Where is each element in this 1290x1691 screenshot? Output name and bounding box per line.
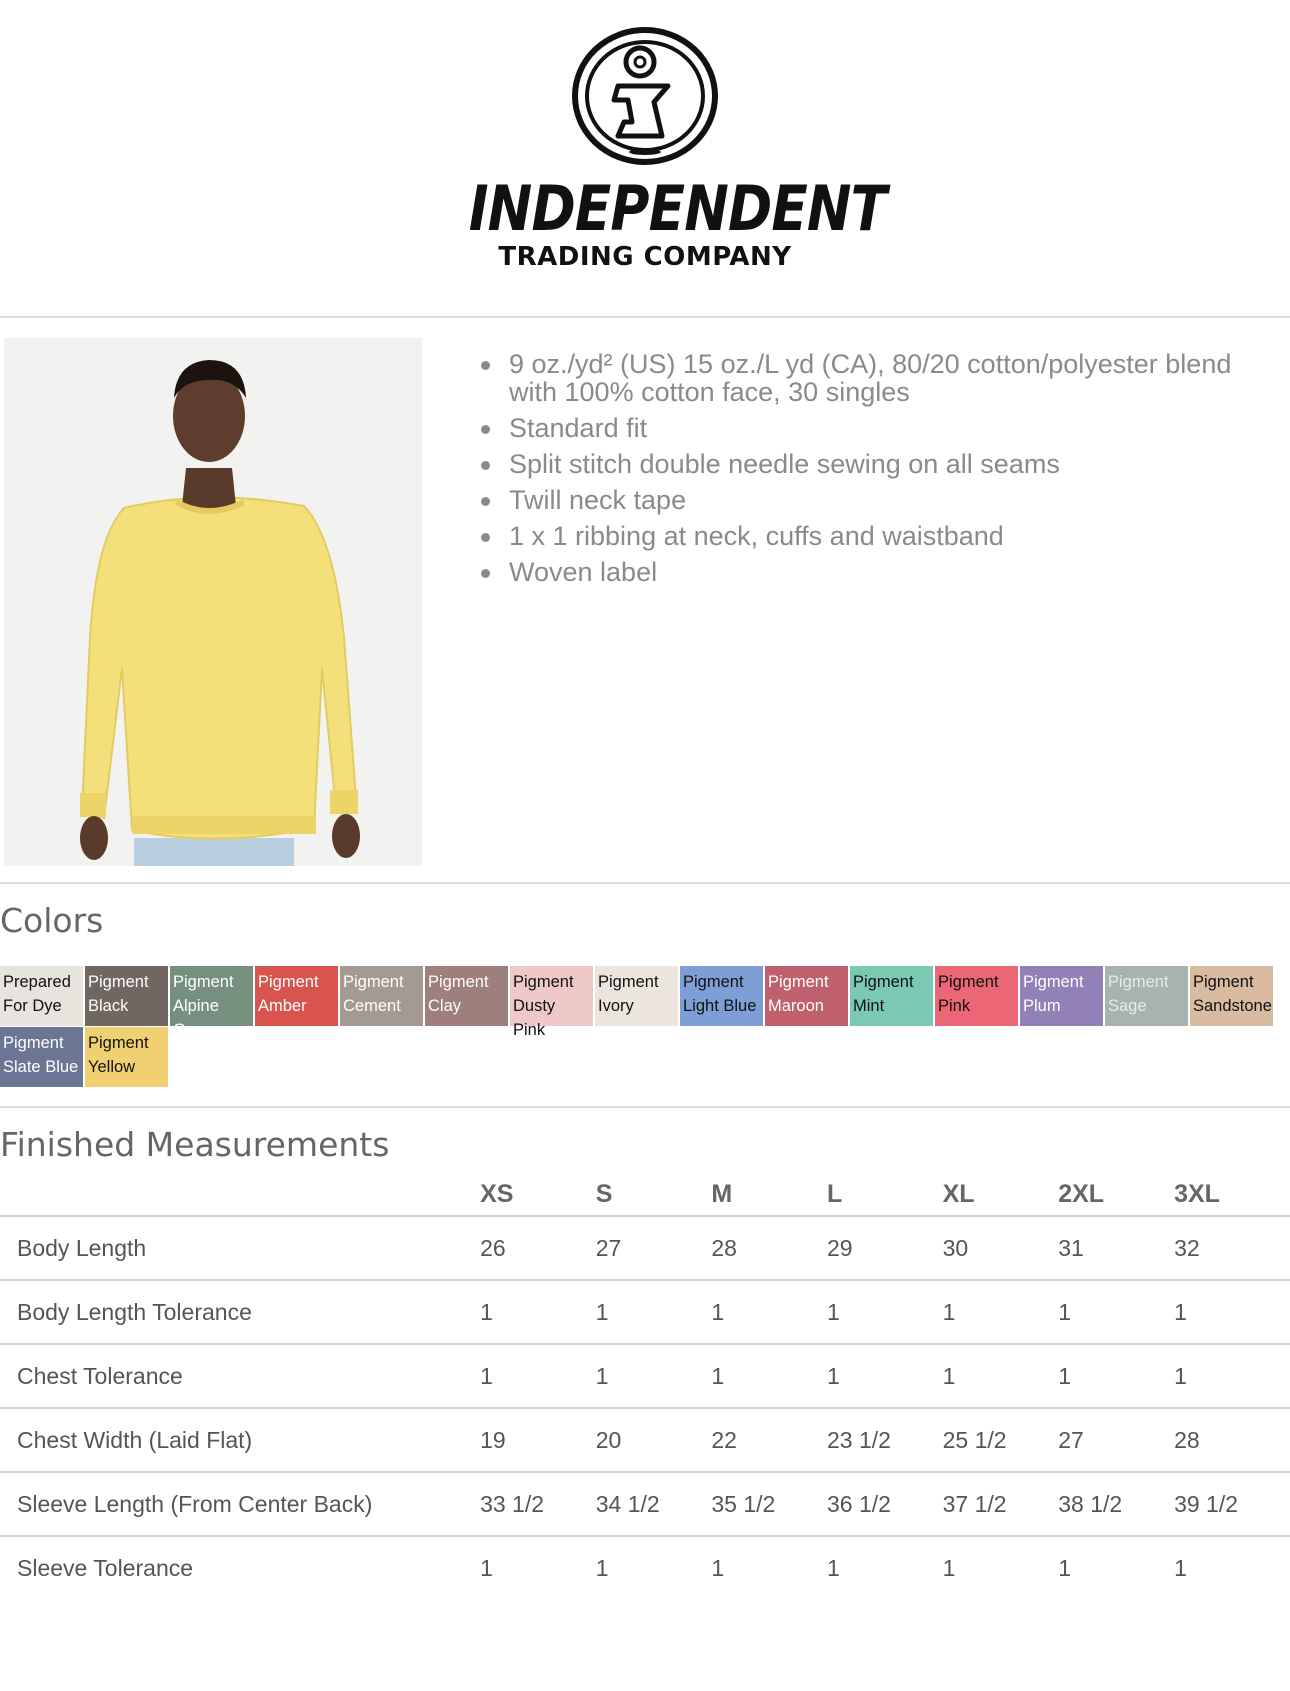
color-swatch[interactable]: Pigment Ivory <box>595 966 678 1026</box>
color-swatch[interactable]: Pigment Plum <box>1020 966 1103 1026</box>
measurement-value: 1 <box>827 1280 943 1344</box>
measurement-value: 27 <box>596 1216 712 1280</box>
size-header: M <box>711 1168 827 1216</box>
measurement-value: 1 <box>480 1344 596 1408</box>
measurement-value: 29 <box>827 1216 943 1280</box>
product-image <box>4 338 422 866</box>
measurement-value: 35 1/2 <box>711 1472 827 1536</box>
measurement-label: Sleeve Tolerance <box>17 1555 194 1581</box>
color-swatch[interactable]: Pigment Pink <box>935 966 1018 1026</box>
measurement-value: 25 1/2 <box>943 1408 1059 1472</box>
measurement-value: 1 <box>1174 1555 1187 1581</box>
measurement-value: 1 <box>596 1280 712 1344</box>
feature-item: Twill neck tape <box>470 486 1270 514</box>
measurement-label: Chest Width (Laid Flat) <box>0 1408 480 1472</box>
table-row <box>0 1536 1290 1600</box>
measurement-value: 20 <box>596 1408 712 1472</box>
table-row <box>0 1408 1290 1472</box>
measurement-value: 26 <box>480 1216 596 1280</box>
feature-item: Standard fit <box>470 414 1270 442</box>
size-header: XL <box>943 1168 1059 1216</box>
brand-name: INDEPENDENT <box>468 172 887 245</box>
measurement-value: 23 1/2 <box>827 1408 943 1472</box>
color-swatch[interactable]: Pigment Yellow <box>85 1027 168 1087</box>
color-swatch[interactable]: Pigment Alpine Green <box>170 966 253 1026</box>
table-row <box>0 1216 1290 1280</box>
measurement-value: 37 1/2 <box>943 1472 1059 1536</box>
measurement-value: 33 1/2 <box>480 1472 596 1536</box>
measurement-value: 1 <box>711 1280 827 1344</box>
color-swatch[interactable]: Pigment Mint <box>850 966 933 1026</box>
table-row <box>0 1472 1290 1536</box>
feature-item: Split stitch double needle sewing on all seams <box>470 450 1270 478</box>
brand-header <box>0 0 1290 318</box>
color-swatch[interactable]: Pigment Cement <box>340 966 423 1026</box>
divider <box>0 316 1290 318</box>
measurement-value: 1 <box>480 1280 596 1344</box>
feature-item: 9 oz./yd² (US) 15 oz./L yd (CA), 80/20 cotton/polyester blend with 100% cotton face, 30 singles <box>470 350 1270 406</box>
measurement-label: Chest Tolerance <box>0 1344 480 1408</box>
measurement-value: 27 <box>1058 1408 1174 1472</box>
measurement-value: 1 <box>711 1555 725 1581</box>
measurement-value: 1 <box>943 1280 1059 1344</box>
measurement-value: 30 <box>943 1216 1059 1280</box>
size-header-row <box>0 1168 1290 1216</box>
divider <box>0 882 1290 884</box>
color-swatch[interactable]: Pigment Amber <box>255 966 338 1026</box>
table-row <box>0 1280 1290 1344</box>
color-swatch[interactable]: Pigment Sage <box>1105 966 1188 1026</box>
measurement-value: 1 <box>1174 1344 1290 1408</box>
model-sweatshirt-icon <box>4 338 422 866</box>
measurement-value: 1 <box>943 1344 1059 1408</box>
table-row <box>0 1344 1290 1408</box>
size-header: S <box>596 1168 712 1216</box>
measurement-label: Body Length Tolerance <box>0 1280 480 1344</box>
colors-heading: Colors <box>0 901 104 940</box>
divider <box>0 1106 1290 1108</box>
measurement-value: 39 1/2 <box>1174 1472 1290 1536</box>
header-blank <box>0 1168 480 1216</box>
measurement-value: 1 <box>480 1555 493 1581</box>
size-header: 3XL <box>1174 1168 1290 1216</box>
measurement-value: 1 <box>1058 1555 1072 1581</box>
measurement-value: 22 <box>711 1408 827 1472</box>
measurements-heading: Finished Measurements <box>0 1125 390 1164</box>
measurement-value: 32 <box>1174 1216 1290 1280</box>
measurement-value: 1 <box>596 1344 712 1408</box>
color-swatch[interactable]: Prepared For Dye <box>0 966 83 1026</box>
measurement-value: 28 <box>1174 1408 1290 1472</box>
color-swatch[interactable]: Pigment Sandstone <box>1190 966 1273 1026</box>
color-swatch[interactable]: Pigment Dusty Pink <box>510 966 593 1026</box>
measurement-label: Body Length <box>0 1216 480 1280</box>
measurement-value: 1 <box>1174 1280 1290 1344</box>
measurement-value: 1 <box>711 1344 827 1408</box>
measurement-value: 34 1/2 <box>596 1472 712 1536</box>
measurement-value: 31 <box>1058 1216 1174 1280</box>
color-swatch[interactable]: Pigment Black <box>85 966 168 1026</box>
measurement-label: Sleeve Length (From Center Back) <box>0 1472 480 1536</box>
size-header: 2XL <box>1058 1168 1174 1216</box>
color-swatch[interactable]: Pigment Slate Blue <box>0 1027 83 1087</box>
size-header: XS <box>480 1168 596 1216</box>
measurement-value: 38 1/2 <box>1058 1472 1174 1536</box>
color-swatch[interactable]: Pigment Light Blue <box>680 966 763 1026</box>
measurements-table <box>0 1168 1290 1600</box>
brand-logo-icon <box>570 24 720 174</box>
measurement-value: 28 <box>711 1216 827 1280</box>
measurement-value: 1 <box>1058 1344 1174 1408</box>
color-swatch[interactable]: Pigment Clay <box>425 966 508 1026</box>
measurement-value: 1 <box>826 1555 840 1581</box>
feature-list <box>470 350 1270 594</box>
measurement-value: 36 1/2 <box>827 1472 943 1536</box>
color-swatch[interactable]: Pigment Maroon <box>765 966 848 1026</box>
measurement-value: 1 <box>942 1555 956 1581</box>
feature-item: 1 x 1 ribbing at neck, cuffs and waistband <box>470 522 1270 550</box>
brand-subtitle: TRADING COMPANY <box>498 242 792 272</box>
measurement-value: 1 <box>1058 1280 1174 1344</box>
measurement-value: 1 <box>595 1555 609 1581</box>
size-header: L <box>827 1168 943 1216</box>
feature-item: Woven label <box>470 558 1270 586</box>
measurement-value: 1 <box>827 1344 943 1408</box>
measurement-value: 19 <box>480 1408 596 1472</box>
